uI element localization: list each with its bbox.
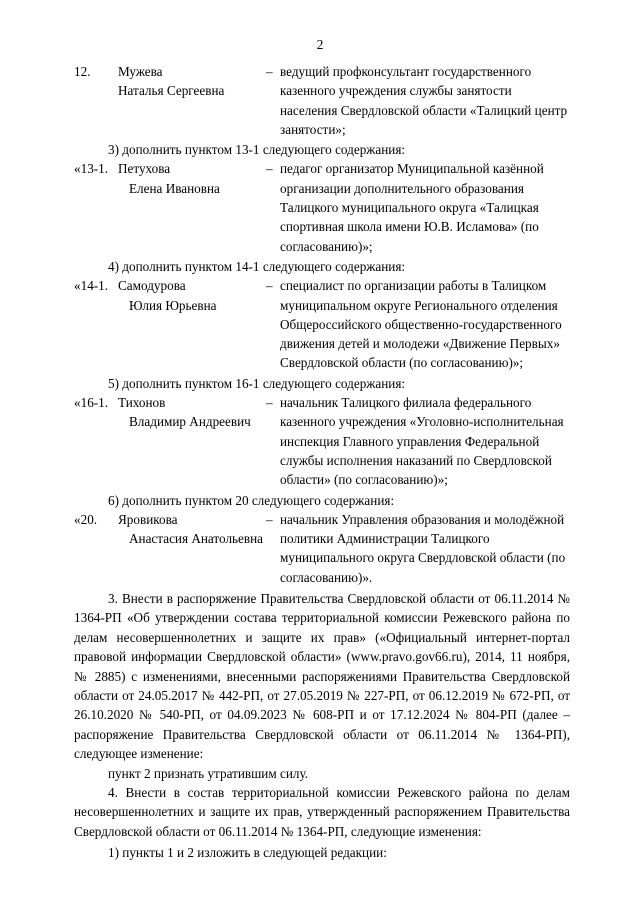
- person-surname: Яровикова: [118, 511, 178, 527]
- item-number: «16-1.: [74, 395, 109, 411]
- person-surname: Мужева: [118, 64, 163, 79]
- person-surname: Петухова: [118, 161, 171, 177]
- person-name: [118, 276, 266, 315]
- paragraph-subitem-1: 1) пункты 1 и 2 изложить в следующей редакции:: [108, 845, 387, 861]
- dash-separator: –: [266, 161, 273, 177]
- paragraph-3: 3. Внести в распоряжение Правительства Свердловской области от 06.11.2014 № 1364-РП «Об утверждении состава территориальной комиссии Режевского района по делам несовершеннолетних и защите их прав» («Официальный интернет-портал правовой информации Свердловской области» (www.pravo.gov66.ru), 2014, 11 ноября, № 2885) с изменениями, внесенными распоряжениями Правительства Свердловской области от 24.05.2017 № 442-РП, от 27.05.2019 № 227-РП, от 06.12.2019 № 672-РП, от 26.10.2020 № 540-РП, от 04.09.2023 № 608-РП и от 17.12.2024 № 804-РП (далее – распоряжение Правительства Свердловской области от 06.11.2014 № 1364-РП), следующее изменение:: [74, 591, 570, 762]
- person-surname: Тихонов: [118, 395, 166, 411]
- person-firstname: Елена Ивановна: [129, 180, 220, 196]
- list-item: [74, 62, 570, 139]
- item-description: [266, 62, 570, 139]
- person-name: [118, 393, 266, 432]
- item-description: [266, 393, 570, 489]
- dash-separator: –: [266, 511, 273, 527]
- item-description: [266, 159, 570, 255]
- list-item: [74, 393, 570, 489]
- list-item: [74, 159, 570, 255]
- person-firstname: Анастасия Анатольевна: [129, 531, 264, 547]
- dash-separator: –: [266, 395, 273, 411]
- description-text: начальник Талицкого филиала федерального казенного учреждения «Уголовно-исполнительная инспекция Главного управления Федеральной службы исполнения наказаний по Свердловской области» (по согласованию)»;: [280, 395, 564, 488]
- person-firstname: Наталья Сергеевна: [118, 83, 225, 99]
- item-description: [266, 510, 570, 587]
- document-body: [74, 62, 570, 863]
- list-item: [74, 510, 570, 587]
- person-name: [118, 510, 266, 549]
- page-number: 2: [316, 37, 324, 52]
- list-item: [74, 276, 570, 372]
- description-text: специалист по организации работы в Талицком муниципальном округе Регионального отделения Общероссийского общественно-государственного движения детей и молодежи «Движение Первых» Свердловской области (по согласованию)»;: [280, 278, 562, 371]
- sub-item-3: 3) дополнить пунктом 13-1 следующего содержания:: [108, 142, 406, 158]
- description-text: ведущий профконсультант государственного казенного учреждения службы занятости населения Свердловской области «Талицкий центр занятости»;: [280, 64, 568, 137]
- description-text: педагог организатор Муниципальной казённой организации дополнительного образования Талицкого муниципального округа «Талицкая спортивная школа имени Ю.В. Исламова» (по согласованию)»;: [280, 161, 544, 254]
- item-number: «20.: [74, 511, 98, 527]
- dash-separator: –: [266, 64, 273, 79]
- person-name: [118, 62, 266, 101]
- paragraph-point-2: пункт 2 признать утратившим силу.: [108, 765, 309, 781]
- dash-separator: –: [266, 278, 273, 294]
- description-text: начальник Управления образования и молодёжной политики Администрации Талицкого муниципального округа Свердловской области (по согласованию)».: [280, 511, 566, 585]
- paragraph-4: 4. Внести в состав территориальной комиссии Режевского района по делам несовершеннолетних и защите их прав, утвержденный распоряжением Правительства Свердловской области от 06.11.2014 № 1364-РП, следующие изменения:: [74, 785, 570, 839]
- item-number: «14-1.: [74, 278, 109, 294]
- item-number: «13-1.: [74, 161, 109, 177]
- sub-item-6: 6) дополнить пунктом 20 следующего содержания:: [108, 492, 395, 508]
- item-number: 12.: [74, 64, 91, 79]
- sub-item-4: 4) дополнить пунктом 14-1 следующего содержания:: [108, 258, 406, 274]
- person-name: [118, 159, 266, 198]
- item-description: [266, 276, 570, 372]
- sub-item-5: 5) дополнить пунктом 16-1 следующего содержания:: [108, 375, 406, 391]
- person-firstname: Юлия Юрьевна: [129, 297, 217, 313]
- person-surname: Самодурова: [118, 278, 186, 294]
- person-firstname: Владимир Андреевич: [129, 414, 251, 430]
